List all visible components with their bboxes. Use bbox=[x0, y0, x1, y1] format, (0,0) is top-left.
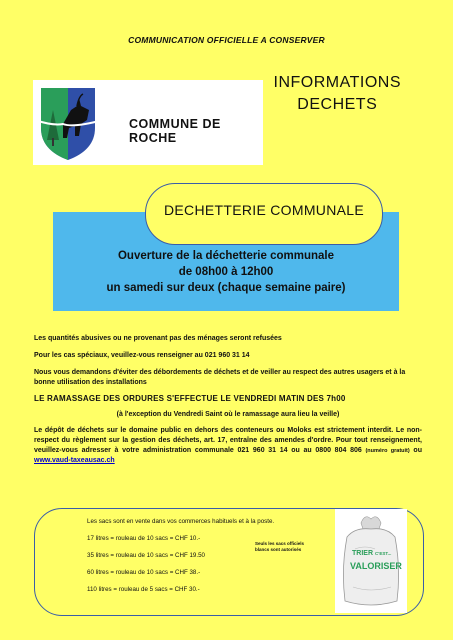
opening-line-2: de 08h00 à 12h00 bbox=[178, 266, 274, 278]
info-public-dumping-text: Le dépôt de déchets sur le domaine public en dehors des conteneurs ou Moloks est strictement interdit. Le non-respect du règlement sur la gestion des déchets, art. 17, entraîne des amendes d'ordre. Pour tout renseignement, veuillez-vous adresser à votre administration communale 021 960 31 14 ou au 0800 804 806 bbox=[34, 427, 422, 454]
bag-text-valoriser: VALORISER bbox=[350, 561, 402, 571]
title-line-1: INFORMATIONS bbox=[273, 74, 401, 91]
title-line-2: DECHETS bbox=[297, 96, 378, 113]
list-item: 110 litres = rouleau de 5 sacs = CHF 30.- bbox=[87, 586, 200, 593]
opening-line-3: un samedi sur deux (chaque semaine paire) bbox=[106, 282, 346, 294]
dechetterie-title-box bbox=[145, 183, 383, 245]
bags-intro: Les sacs sont en vente dans vos commerces habituels et à la poste. bbox=[87, 518, 275, 525]
bag-text-trier: TRIER bbox=[352, 550, 373, 557]
list-item: 35 litres = rouleau de 10 sacs = CHF 19.50 bbox=[87, 552, 205, 559]
list-item: 60 litres = rouleau de 10 sacs = CHF 38.- bbox=[87, 569, 201, 576]
info-refused-quantities: Les quantités abusives ou ne provenant pas des ménages seront refusées bbox=[34, 335, 282, 342]
info-or-word: ou bbox=[413, 447, 422, 454]
bags-price-list bbox=[87, 518, 347, 603]
commune-logo bbox=[33, 80, 263, 165]
official-bags-note-line-1: Seuls les sacs officiels bbox=[255, 541, 305, 546]
bags-box bbox=[34, 508, 424, 616]
opening-line-1: Ouverture de la déchetterie communale bbox=[117, 250, 335, 262]
official-bags-note-line-2: blancs sont autorisés bbox=[255, 547, 302, 552]
commune-name: COMMUNE DE ROCHE bbox=[129, 117, 221, 145]
info-free-number-note: (numéro gratuit) bbox=[365, 448, 410, 454]
bag-text-cest: C'EST... bbox=[375, 551, 392, 556]
taxeausac-link[interactable]: www.vaud-taxeausac.ch bbox=[34, 457, 115, 464]
coat-of-arms-icon bbox=[33, 80, 105, 165]
trash-bag-image bbox=[335, 509, 407, 613]
info-special-cases: Pour les cas spéciaux, veuillez-vous renseigner au 021 960 31 14 bbox=[34, 352, 250, 359]
page-title bbox=[274, 72, 401, 116]
info-public-dumping bbox=[34, 426, 422, 466]
opening-hours-text bbox=[53, 248, 399, 296]
dechetterie-title: DECHETTERIE COMMUNALE bbox=[164, 202, 364, 218]
info-collection-day: LE RAMASSAGE DES ORDURES S'EFFECTUE LE VENDREDI MATIN DES 7h00 bbox=[34, 394, 346, 403]
info-good-friday-exception: (à l'exception du Vendredi Saint où le ramassage aura lieu la veille) bbox=[116, 411, 340, 418]
info-section bbox=[34, 334, 422, 466]
info-overflow-request: Nous vous demandons d'éviter des débordements de déchets et de veiller au respect des autres usagers et à la bonne utilisation des installations bbox=[34, 369, 406, 386]
list-item: 17 litres = rouleau de 10 sacs = CHF 10.- bbox=[87, 535, 201, 542]
official-bags-note bbox=[255, 541, 304, 553]
official-notice: COMMUNICATION OFFICIELLE A CONSERVER bbox=[128, 35, 325, 45]
